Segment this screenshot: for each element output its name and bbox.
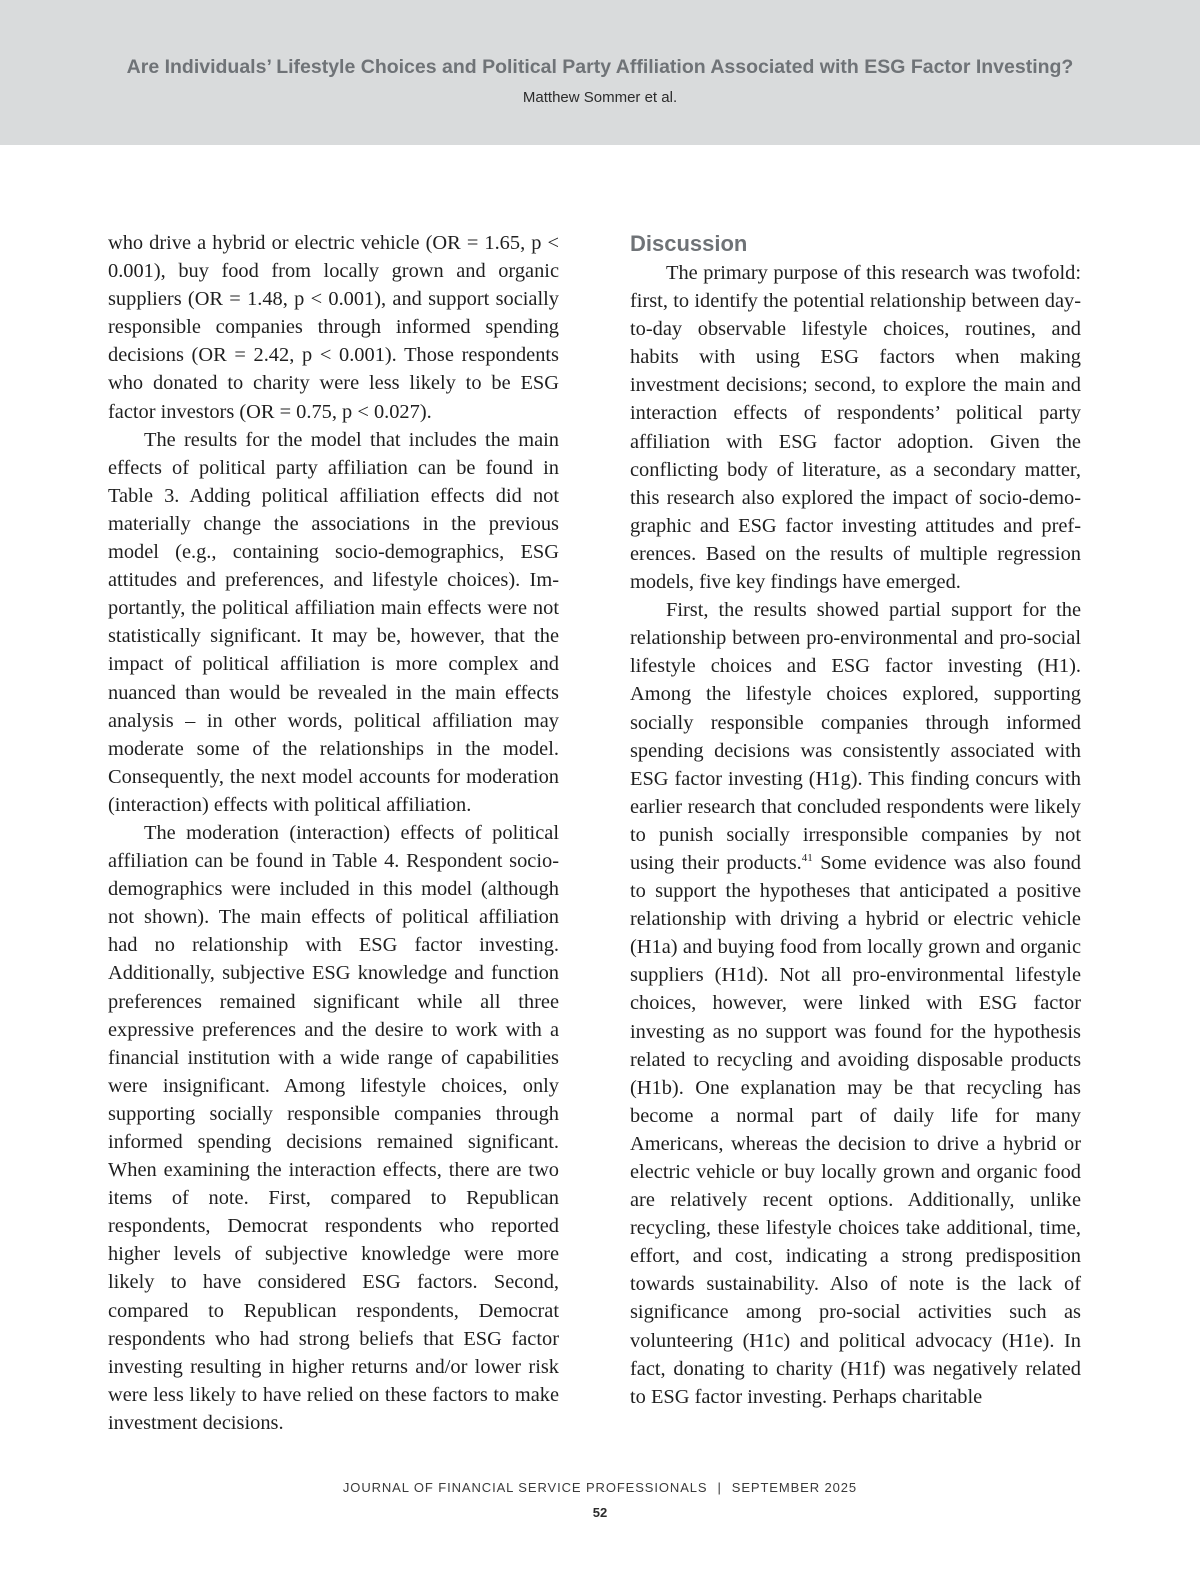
journal-name: JOURNAL OF FINANCIAL SERVICE PROFESSIONALS [342,1480,708,1495]
body-paragraph: The primary purpose of this research was twofold: first, to identify the potential relationship between day-to-day observable lifestyle choices, routines, and habits with using ESG factors when making investment decisions; second, to explore the main and interaction effects of respondents’ political party affiliation with ESG factor adoption. Given the conflicting body of literature, as a secondary matter, this research also explored the impact of socio-demographic and ESG factor investing attitudes and preferences. Based on the results of multiple regression models, five key findings have emerged. [630,262,1081,594]
footnote-reference: 41 [801,851,813,864]
body-paragraph: who drive a hybrid or electric vehicle (OR = 1.65, p < 0.001), buy food from locally grown and organic suppliers (OR = 1.48, p < 0.001), and support socially responsible companies through informed spending decisions (OR = 2.42, p < 0.001). Those respondents who donated to charity were less likely to be ESG factor investors (OR = 0.75, p < 0.027). [108,232,559,423]
issue-date: SEPTEMBER 2025 [731,1480,858,1495]
article-author: Matthew Sommer et al. [522,89,678,106]
body-paragraph [630,596,1081,1411]
left-column [108,229,559,1437]
footer-separator: | [717,1480,722,1495]
section-heading-discussion: Discussion [630,231,748,256]
page-number: 52 [592,1505,608,1520]
body-paragraph: The results for the model that includes the main effects of political party affiliation can be found in Table 3. Adding political affiliation effects did not materially change the associations in the previous model (e.g., containing socio-demographics, ESG attitudes and preferences, and lifestyle choices). Importantly, the political affiliation main effects were not statistically significant. It may be, however, that the impact of political affiliation is more complex and nuanced than would be revealed in the main effects analysis – in other words, political affiliation may moderate some of the relationships in the model. Consequently, the next model accounts for moderation (interaction) effects with political affiliation. [108,428,559,816]
body-paragraph: The moderation (interaction) effects of political affiliation can be found in Table 4. Respondent socio-demographics were included in this model (although not shown). The main effects of political affiliation had no relationship with ESG factor investing. Additionally, subjective ESG knowledge and function preferences remained significant while all three expressive preferences and the desire to work with a financial institution with a wide range of capabilities were insignificant. Among lifestyle choices, only supporting socially responsible companies through informed spending decisions remained significant. When examining the interaction effects, there are two items of note. First, compared to Republican respondents, Democrat respondents who reported higher levels of subjective knowledge were more likely to have considered ESG factors. Second, compared to Republican respondents, Democrat respondents who had strong beliefs that ESG factor investing resulting in higher returns and/or lower risk were less likely to have relied on these factors to make investment decisions. [108,821,559,1434]
paragraph-text: First, the results showed partial support for the relationship between pro-environmental and pro-social lifestyle choices and ESG factor investing (H1). Among the lifestyle choices explored, supporting socially responsible companies through informed spending decisions was consistently associated with ESG factor investing (H1g). This finding concurs with earlier research that concluded respondents were likely to punish socially irresponsible companies by not using their products. [630,599,1081,874]
paragraph-text-continued: Some evidence was also found to support the hypotheses that anticipated a positive relationship with driving a hybrid or electric vehicle (H1a) and buying food from locally grown and organic suppliers (H1d). Not all pro-environmental lifestyle choices, however, were linked with ESG factor investing as no support was found for the hypothesis related to recycling and avoiding disposable products (H1b). One explanation may be that recycling has become a normal part of daily life for many Americans, whereas the decision to drive a hybrid or electric vehicle or buy locally grown and organic food are relatively recent options. Additionally, unlike recycling, these lifestyle choices take additional, time, effort, and cost, indicating a strong predisposition towards sustainability. Also of note is the lack of significance among pro-social activities such as volunteering (H1c) and political advocacy (H1e). In fact, donating to charity (H1f) was negatively related to ESG factor investing. Perhaps charitable [630,851,1081,1408]
article-title: Are Individuals’ Lifestyle Choices and Political Party Affiliation Associated with ESG Factor Investing? [126,56,1074,78]
right-column [630,229,1081,1411]
footer-journal-line [0,1480,1200,1495]
running-header [0,0,1200,145]
